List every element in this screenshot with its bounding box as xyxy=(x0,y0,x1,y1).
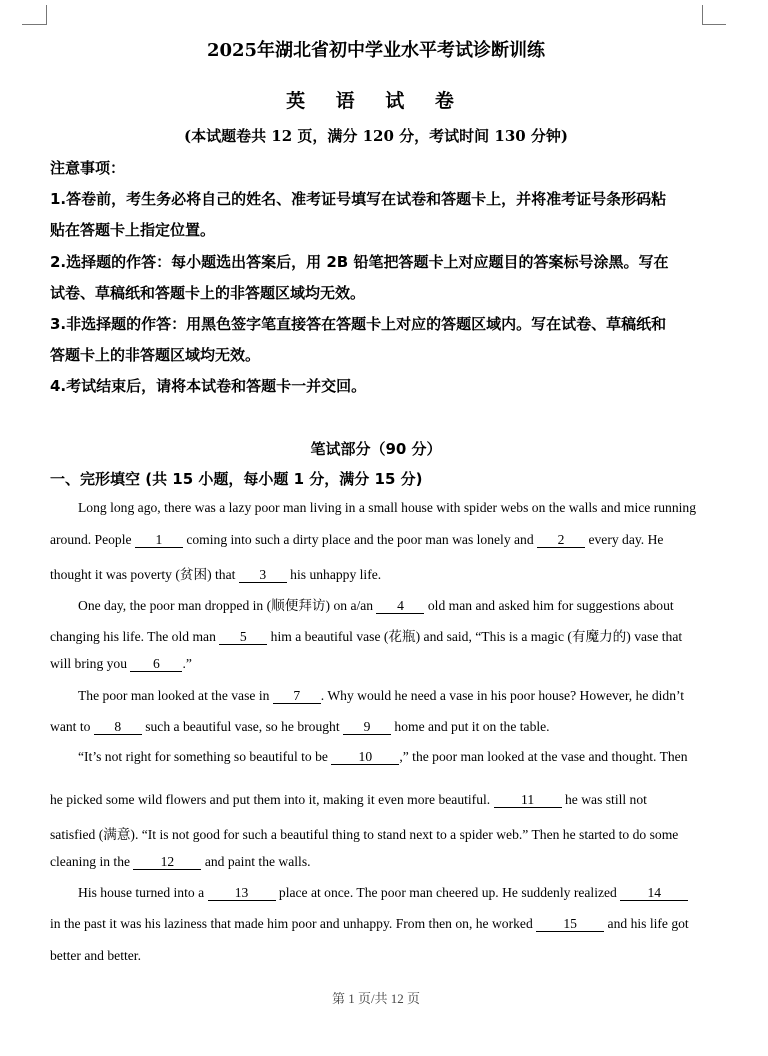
section-part-heading: 笔试部分（90 分） xyxy=(310,440,442,458)
crop-mark-top-right xyxy=(702,5,703,25)
passage-text: and paint the walls. xyxy=(201,854,311,869)
passage-text: around. People xyxy=(50,532,135,547)
passage-text: in the past it was his laziness that made him poor and unhappy. From then on, he worked xyxy=(50,916,537,931)
passage-line xyxy=(50,854,702,870)
passage-text: . Why would he need a vase in his poor house? However, he didn’t xyxy=(320,688,685,703)
section-title: 一、完形填空 (共 15 小题，每小题 1 分，满分 15 分) xyxy=(50,470,423,488)
passage-line xyxy=(50,823,702,843)
passage-text: old man and asked him for suggestions about xyxy=(424,598,674,613)
passage-line xyxy=(50,948,702,964)
notice-item: 答题卡上的非答题区域均无效。 xyxy=(50,346,261,364)
passage-line xyxy=(50,625,702,645)
answer-blank-5[interactable]: 5 xyxy=(219,630,267,645)
answer-blank-12[interactable]: 12 xyxy=(133,855,201,870)
page-footer: 第 1 页/共 12 页 xyxy=(331,991,421,1006)
answer-blank-9[interactable]: 9 xyxy=(343,720,391,735)
notice-item: 4.考试结束后，请将本试卷和答题卡一并交回。 xyxy=(50,377,367,395)
passage-text: such a beautiful vase, so he brought xyxy=(141,719,344,734)
passage-text: want to xyxy=(50,719,94,734)
answer-blank-13[interactable]: 13 xyxy=(208,886,276,901)
passage-line xyxy=(50,719,702,735)
passage-text: thought it was poverty (贫困) that xyxy=(50,567,239,582)
passage-text: coming into such a dirty place and the poor man was lonely and xyxy=(182,532,538,547)
passage-line xyxy=(50,885,702,901)
passage-text: and his life got xyxy=(604,916,689,931)
passage-line xyxy=(50,656,702,672)
notice-item: 贴在答题卡上指定位置。 xyxy=(50,221,216,239)
passage-text: The poor man looked at the vase in xyxy=(78,688,273,703)
passage-text: One day, the poor man dropped in (顺便拜访) on a/an xyxy=(78,598,377,613)
notice-item: 试卷、草稿纸和答题卡上的非答题区域均无效。 xyxy=(50,284,366,302)
passage-line xyxy=(50,594,702,614)
passage-text: him a beautiful vase (花瓶) and said, “This is a magic (有魔力的) vase that xyxy=(267,629,683,644)
passage-line xyxy=(50,688,702,704)
passage-text: changing his life. The old man xyxy=(50,629,220,644)
passage-line xyxy=(50,792,702,808)
answer-blank-6[interactable]: 6 xyxy=(130,657,182,672)
passage-line xyxy=(50,500,702,516)
answer-blank-15[interactable]: 15 xyxy=(536,917,604,932)
passage-text: place at once. The poor man cheered up. He suddenly realized xyxy=(275,885,621,900)
answer-blank-14[interactable]: 14 xyxy=(620,886,688,901)
passage-text: .” xyxy=(182,656,192,671)
passage-line xyxy=(50,563,702,583)
notice-heading: 注意事项： xyxy=(50,159,126,177)
passage-line xyxy=(50,749,702,765)
crop-mark-top-right xyxy=(702,24,726,25)
passage-line xyxy=(50,916,702,932)
crop-mark-top-left xyxy=(46,5,47,25)
document-subtitle: 英 语 试 卷 xyxy=(286,90,466,112)
answer-blank-10[interactable]: 10 xyxy=(331,750,399,765)
passage-text: better and better. xyxy=(50,948,141,963)
answer-blank-7[interactable]: 7 xyxy=(273,689,321,704)
passage-text: he was still not xyxy=(561,792,647,807)
passage-text: satisfied (满意). “It is not good for such a beautiful thing to stand next to a spider web.” Then he started to do some xyxy=(50,827,679,842)
answer-blank-2[interactable]: 2 xyxy=(537,533,585,548)
passage-line xyxy=(50,532,702,548)
passage-text: cleaning in the xyxy=(50,854,134,869)
passage-text: every day. He xyxy=(585,532,664,547)
answer-blank-4[interactable]: 4 xyxy=(376,599,424,614)
notice-item: 2.选择题的作答：每小题选出答案后，用 2B 铅笔把答题卡上对应题目的答案标号涂黑。写在 xyxy=(50,253,669,271)
answer-blank-3[interactable]: 3 xyxy=(239,568,287,583)
notice-item: 1.答卷前，考生务必将自己的姓名、准考证号填写在试卷和答题卡上，并将准考证号条形码粘 xyxy=(50,190,667,208)
answer-blank-1[interactable]: 1 xyxy=(135,533,183,548)
notice-item: 3.非选择题的作答：用黑色签字笔直接答在答题卡上对应的答题区域内。写在试卷、草稿纸和 xyxy=(50,315,667,333)
exam-info: (本试题卷共 12 页，满分 120 分，考试时间 130 分钟) xyxy=(183,127,569,145)
passage-text: Long long ago, there was a lazy poor man living in a small house with spider webs on the walls and mice running xyxy=(78,500,697,515)
passage-text: will bring you xyxy=(50,656,131,671)
passage-text: ,” the poor man looked at the vase and thought. Then xyxy=(399,749,688,764)
passage-text: his unhappy life. xyxy=(286,567,382,582)
passage-text: home and put it on the table. xyxy=(391,719,550,734)
passage-text: “It’s not right for something so beautiful to be xyxy=(78,749,332,764)
document-title: 2025年湖北省初中学业水平考试诊断训练 xyxy=(206,40,546,61)
passage-text: he picked some wild flowers and put them into it, making it even more beautiful. xyxy=(50,792,494,807)
crop-mark-top-left xyxy=(22,24,46,25)
answer-blank-11[interactable]: 11 xyxy=(494,793,562,808)
answer-blank-8[interactable]: 8 xyxy=(94,720,142,735)
passage-text: His house turned into a xyxy=(78,885,208,900)
